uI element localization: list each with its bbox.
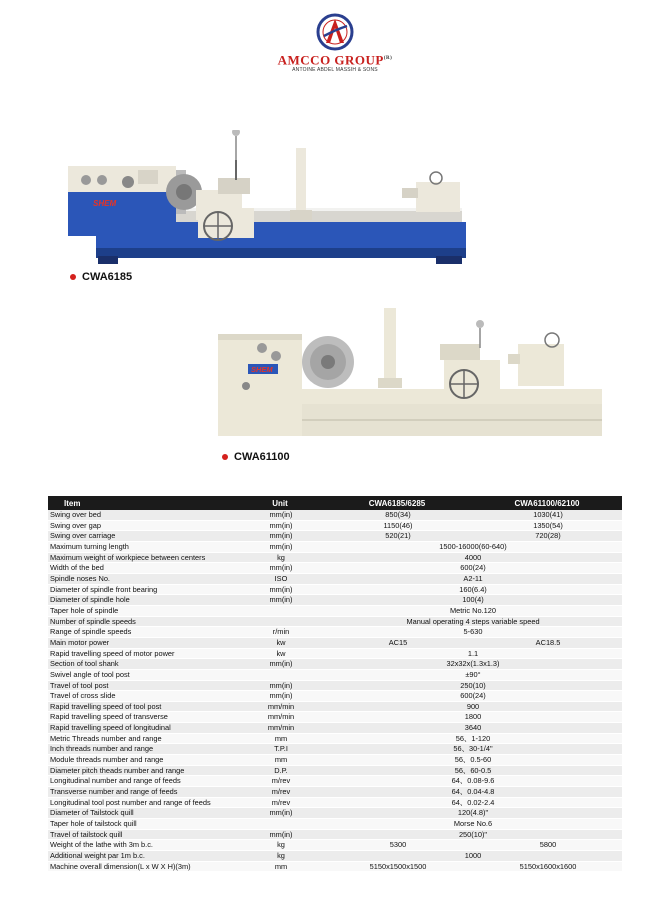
spec-item: Module threads number and range [48, 755, 238, 766]
table-row [48, 552, 622, 563]
table-row [48, 712, 622, 723]
spec-value-both: Morse No.6 [322, 819, 622, 830]
spec-value-cwa6185: 5150x1500x1500 [322, 861, 472, 872]
bullet-icon [70, 274, 76, 280]
table-row [48, 787, 622, 798]
spec-item: Maximum weight of workpiece between centers [48, 552, 238, 563]
spec-unit: mm/min [238, 712, 322, 723]
spec-item: Longitudinal tool post number and range of feeds [48, 797, 238, 808]
spec-value-both: 160(6.4) [322, 584, 622, 595]
spec-value-both: 1500-16000(60-640) [322, 541, 622, 552]
header-cwa61100: CWA61100/62100 [472, 496, 622, 510]
spec-item: Additional weight par 1m b.c. [48, 851, 238, 862]
spec-unit: D.P. [238, 765, 322, 776]
spec-value-both: Metric No.120 [322, 605, 622, 616]
spec-unit: m/rev [238, 787, 322, 798]
spec-unit: m/rev [238, 797, 322, 808]
spec-value-both: 64、0.04-4.8 [322, 787, 622, 798]
spec-unit: kg [238, 840, 322, 851]
spec-value-both: 3640 [322, 723, 622, 734]
table-row [48, 680, 622, 691]
table-row [48, 701, 622, 712]
spec-unit: kw [238, 648, 322, 659]
spec-unit: m/rev [238, 776, 322, 787]
table-row [48, 733, 622, 744]
spec-item: Diameter of spindle front bearing [48, 584, 238, 595]
spec-unit: mm/min [238, 723, 322, 734]
spec-item: Travel of tool post [48, 680, 238, 691]
spec-table-body [48, 510, 622, 872]
spec-unit: mm(in) [238, 680, 322, 691]
spec-item: Number of spindle speeds [48, 616, 238, 627]
brand-logo [270, 12, 400, 84]
header-cwa6185: CWA6185/6285 [322, 496, 472, 510]
spec-unit: mm(in) [238, 520, 322, 531]
shem-plate-2: SHEM [251, 365, 273, 374]
table-row [48, 840, 622, 851]
lathe-cwa61100-image [218, 300, 606, 444]
spec-value-both: 600(24) [322, 691, 622, 702]
spec-item: Section of tool shank [48, 659, 238, 670]
spec-item: Metric Threads number and range [48, 733, 238, 744]
spec-unit: mm [238, 733, 322, 744]
spec-item: Longitudinal number and range of feeds [48, 776, 238, 787]
spec-unit: mm/min [238, 701, 322, 712]
spec-unit: kg [238, 552, 322, 563]
spec-item: Width of the bed [48, 563, 238, 574]
table-row [48, 691, 622, 702]
lathe-cwa6185-image [68, 130, 472, 268]
bullet-icon [222, 454, 228, 460]
spec-value-both: 250(10) [322, 680, 622, 691]
spec-unit: mm(in) [238, 691, 322, 702]
table-row [48, 797, 622, 808]
table-row [48, 723, 622, 734]
table-row [48, 755, 622, 766]
spec-unit: T.P.I [238, 744, 322, 755]
spec-item: Diameter pitch theads number and range [48, 765, 238, 776]
spec-value-cwa6185: AC15 [322, 637, 472, 648]
spec-item: Swivel angle of tool post [48, 669, 238, 680]
spec-item: Range of spindle speeds [48, 627, 238, 638]
spec-unit: mm(in) [238, 531, 322, 542]
table-row [48, 510, 622, 520]
table-row [48, 531, 622, 542]
spec-value-cwa6185: 850(34) [322, 510, 472, 520]
spec-unit: mm(in) [238, 659, 322, 670]
spec-item: Travel of tailstock quill [48, 829, 238, 840]
table-row [48, 563, 622, 574]
spec-value-both: 32x32x(1.3x1.3) [322, 659, 622, 670]
spec-value-both: 4000 [322, 552, 622, 563]
spec-unit [238, 819, 322, 830]
spec-unit: mm(in) [238, 584, 322, 595]
table-row [48, 648, 622, 659]
table-row [48, 861, 622, 872]
brand-name: AMCCO $GROUP^{(R)}$ [277, 52, 393, 68]
spec-unit: kw [238, 637, 322, 648]
spec-value-both: Manual operating 4 steps variable speed [322, 616, 622, 627]
spec-item: Taper hole of tailstock quill [48, 819, 238, 830]
spec-value-both: 600(24) [322, 563, 622, 574]
spec-value-both: ±90° [322, 669, 622, 680]
spec-value-both: 900 [322, 701, 622, 712]
spec-value-cwa6185: 1150(46) [322, 520, 472, 531]
table-row [48, 595, 622, 606]
spec-value-both: 56、30-1/4" [322, 744, 622, 755]
shem-plate-1: SHEM [93, 199, 117, 208]
table-row [48, 819, 622, 830]
spec-value-cwa6185: 520(21) [322, 531, 472, 542]
spec-item: Swing over carriage [48, 531, 238, 542]
spec-item: Rapid travelling speed of transverse [48, 712, 238, 723]
spec-value-cwa61100: 720(28) [472, 531, 622, 542]
table-row [48, 616, 622, 627]
spec-item: Inch threads number and range [48, 744, 238, 755]
spec-unit: mm [238, 755, 322, 766]
spec-value-both: A2-11 [322, 573, 622, 584]
table-row [48, 541, 622, 552]
spec-unit [238, 616, 322, 627]
spec-unit: r/min [238, 627, 322, 638]
spec-value-cwa61100: 1350(54) [472, 520, 622, 531]
spec-item: Rapid travelling speed of longitudinal [48, 723, 238, 734]
table-row [48, 584, 622, 595]
spec-value-both: 56、0.5-60 [322, 755, 622, 766]
spec-item: Main motor power [48, 637, 238, 648]
spec-item: Rapid travelling speed of tool post [48, 701, 238, 712]
table-row [48, 605, 622, 616]
spec-item: Rapid travelling speed of motor power [48, 648, 238, 659]
spec-unit: ISO [238, 573, 322, 584]
spec-value-both: 56、60-0.5 [322, 765, 622, 776]
spec-unit [238, 605, 322, 616]
spec-value-cwa61100: 5150x1600x1600 [472, 861, 622, 872]
spec-item: Swing over gap [48, 520, 238, 531]
spec-unit: mm(in) [238, 595, 322, 606]
spec-item: Weight of the lathe with 3m b.c. [48, 840, 238, 851]
caption-cwa6185: CWA6185 [70, 271, 132, 283]
spec-value-both: 1.1 [322, 648, 622, 659]
table-row [48, 851, 622, 862]
table-row [48, 520, 622, 531]
spec-value-both: 64、0.02-2.4 [322, 797, 622, 808]
header-item: Item [48, 496, 238, 510]
table-row [48, 776, 622, 787]
spec-unit: mm(in) [238, 829, 322, 840]
spec-value-both: 5-630 [322, 627, 622, 638]
amcco-emblem-icon [315, 12, 355, 52]
brand-subtitle: ANTOINE ABDEL MASSIH & SONS [292, 67, 378, 74]
spec-unit [238, 669, 322, 680]
spec-item: Transverse number and range of feeds [48, 787, 238, 798]
spec-table [48, 496, 622, 872]
table-row [48, 829, 622, 840]
spec-value-both: 56、1-120 [322, 733, 622, 744]
spec-value-cwa61100: AC18.5 [472, 637, 622, 648]
spec-item: Spindle noses No. [48, 573, 238, 584]
table-row [48, 808, 622, 819]
table-row [48, 573, 622, 584]
spec-value-both: 64、0.08-9.6 [322, 776, 622, 787]
spec-table-header [48, 496, 622, 510]
spec-item: Taper hole of spindle [48, 605, 238, 616]
spec-unit: mm(in) [238, 808, 322, 819]
spec-unit: mm(in) [238, 563, 322, 574]
spec-item: Diameter of spindle hole [48, 595, 238, 606]
header-unit: Unit [238, 496, 322, 510]
table-row [48, 627, 622, 638]
spec-unit: mm [238, 861, 322, 872]
spec-unit: mm(in) [238, 541, 322, 552]
spec-item: Travel of cross slide [48, 691, 238, 702]
table-row [48, 637, 622, 648]
spec-item: Diameter of Tailstock quill [48, 808, 238, 819]
spec-item: Machine overall dimension(L x W X H)(3m) [48, 861, 238, 872]
spec-unit: kg [238, 851, 322, 862]
spec-value-both: 250(10)" [322, 829, 622, 840]
table-row [48, 744, 622, 755]
spec-item: Maximum turning length [48, 541, 238, 552]
spec-value-cwa61100: 5800 [472, 840, 622, 851]
spec-value-both: 120(4.8)" [322, 808, 622, 819]
caption-cwa61100: CWA61100 [222, 451, 290, 463]
table-row [48, 659, 622, 670]
table-row [48, 765, 622, 776]
spec-value-cwa61100: 1030(41) [472, 510, 622, 520]
table-row [48, 669, 622, 680]
spec-unit: mm(in) [238, 510, 322, 520]
spec-value-both: 100(4) [322, 595, 622, 606]
spec-value-both: 1800 [322, 712, 622, 723]
spec-value-both: 1000 [322, 851, 622, 862]
spec-value-cwa6185: 5300 [322, 840, 472, 851]
spec-item: Swing over bed [48, 510, 238, 520]
